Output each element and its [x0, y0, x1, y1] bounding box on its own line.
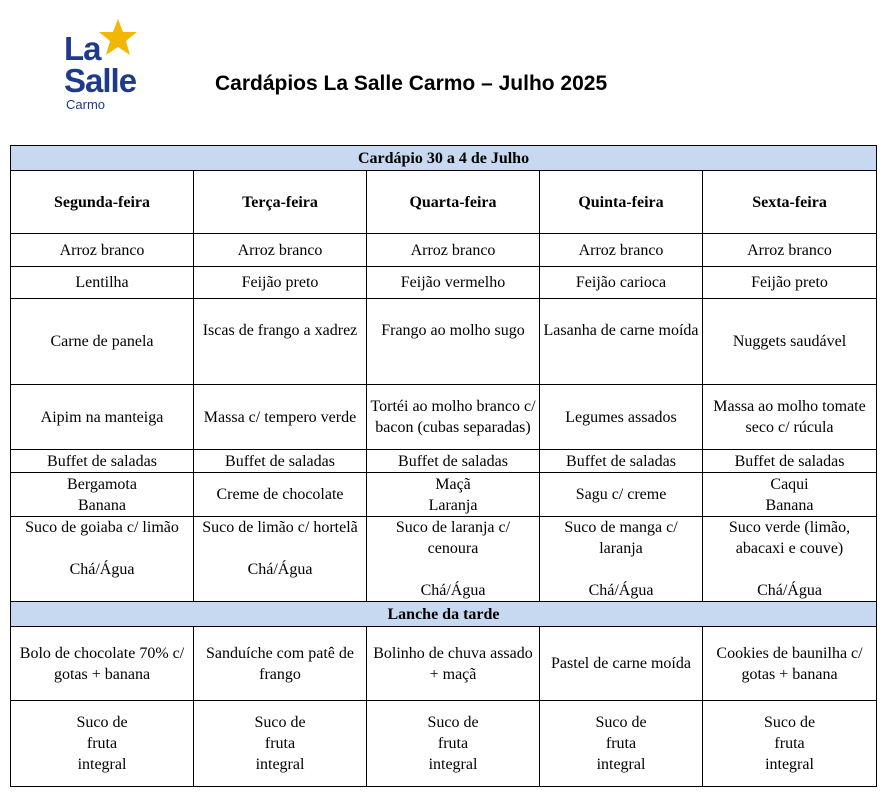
section-title-weekly-menu: Cardápio 30 a 4 de Julho	[11, 146, 877, 171]
drink-text: Chá/Água	[420, 582, 486, 599]
rice-cell: Arroz branco	[367, 234, 540, 267]
snack-juice-cell: Suco de fruta integral	[11, 701, 194, 787]
main-dish-cell: Frango ao molho sugo	[367, 299, 540, 385]
beans-cell: Lentilha	[11, 267, 194, 299]
dessert-cell: Caqui Banana	[703, 473, 877, 517]
dessert-cell: Creme de chocolate	[194, 473, 367, 517]
la-salle-logo	[60, 16, 140, 112]
juice-row	[11, 517, 877, 602]
dessert-row	[11, 473, 877, 517]
section-header-row	[11, 146, 877, 171]
day-wednesday: Quarta-feira	[367, 171, 540, 234]
day-monday: Segunda-feira	[11, 171, 194, 234]
logo-text-carmo: Carmo	[66, 97, 106, 112]
rice-cell: Arroz branco	[703, 234, 877, 267]
snack-juice-row	[11, 701, 877, 787]
snack-food-cell: Bolo de chocolate 70% c/ gotas + banana	[11, 627, 194, 701]
main-dish-cell: Nuggets saudável	[703, 299, 877, 385]
drink-text: Chá/Água	[757, 582, 822, 599]
juice-cell	[11, 517, 194, 602]
day-thursday: Quinta-feira	[540, 171, 703, 234]
section-title-afternoon-snack: Lanche da tarde	[11, 602, 877, 627]
snack-food-cell: Pastel de carne moída	[540, 627, 703, 701]
main-dish-cell: Iscas de frango a xadrez	[194, 299, 367, 385]
beans-cell: Feijão vermelho	[367, 267, 540, 299]
salad-cell: Buffet de saladas	[540, 450, 703, 473]
side-dish-cell: Legumes assados	[540, 385, 703, 450]
salad-cell: Buffet de saladas	[367, 450, 540, 473]
logo-text-la: La	[64, 30, 101, 67]
juice-text: Suco verde (limão, abacaxi e couve)	[728, 519, 851, 557]
snack-food-row	[11, 627, 877, 701]
beans-row	[11, 267, 877, 299]
juice-text: Suco de goiaba c/ limão	[25, 519, 179, 536]
side-dish-cell: Massa c/ tempero verde	[194, 385, 367, 450]
salad-row	[11, 450, 877, 473]
salad-cell: Buffet de saladas	[194, 450, 367, 473]
side-dish-cell: Massa ao molho tomate seco c/ rúcula	[703, 385, 877, 450]
dessert-cell: Bergamota Banana	[11, 473, 194, 517]
juice-text: Suco de laranja c/ cenoura	[395, 519, 511, 557]
star-icon	[98, 18, 138, 58]
rice-cell: Arroz branco	[194, 234, 367, 267]
snack-juice-cell: Suco de fruta integral	[540, 701, 703, 787]
day-tuesday: Terça-feira	[194, 171, 367, 234]
snack-juice-cell: Suco de fruta integral	[194, 701, 367, 787]
menu-table	[10, 145, 877, 787]
day-friday: Sexta-feira	[703, 171, 877, 234]
beans-cell: Feijão preto	[194, 267, 367, 299]
main-dish-row	[11, 299, 877, 385]
side-dish-cell: Aipim na manteiga	[11, 385, 194, 450]
side-dish-row	[11, 385, 877, 450]
dessert-cell: Sagu c/ creme	[540, 473, 703, 517]
juice-cell	[367, 517, 540, 602]
snack-juice-cell: Suco de fruta integral	[367, 701, 540, 787]
snack-food-cell: Sanduíche com patê de frango	[194, 627, 367, 701]
snack-juice-cell: Suco de fruta integral	[703, 701, 877, 787]
rice-row	[11, 234, 877, 267]
main-dish-cell: Carne de panela	[11, 299, 194, 385]
drink-text: Chá/Água	[247, 561, 313, 578]
snack-food-cell: Bolinho de chuva assado + maçã	[367, 627, 540, 701]
juice-text: Suco de limão c/ hortelã	[202, 519, 358, 536]
beans-cell: Feijão preto	[703, 267, 877, 299]
drink-text: Chá/Água	[69, 561, 135, 578]
salad-cell: Buffet de saladas	[703, 450, 877, 473]
rice-cell: Arroz branco	[11, 234, 194, 267]
main-dish-cell: Lasanha de carne moída	[540, 299, 703, 385]
beans-cell: Feijão carioca	[540, 267, 703, 299]
snack-food-cell: Cookies de baunilha c/ gotas + banana	[703, 627, 877, 701]
juice-cell	[194, 517, 367, 602]
day-header-row	[11, 171, 877, 234]
juice-cell	[703, 517, 877, 602]
juice-cell	[540, 517, 703, 602]
page-title: Cardápios La Salle Carmo – Julho 2025	[215, 72, 608, 95]
side-dish-cell: Tortéi ao molho branco c/ bacon (cubas separadas)	[367, 385, 540, 450]
drink-text: Chá/Água	[588, 582, 654, 599]
salad-cell: Buffet de saladas	[11, 450, 194, 473]
dessert-cell: Maçã Laranja	[367, 473, 540, 517]
rice-cell: Arroz branco	[540, 234, 703, 267]
snack-header-row	[11, 602, 877, 627]
logo-text-salle: Salle	[64, 62, 137, 99]
juice-text: Suco de manga c/ laranja	[564, 519, 678, 557]
